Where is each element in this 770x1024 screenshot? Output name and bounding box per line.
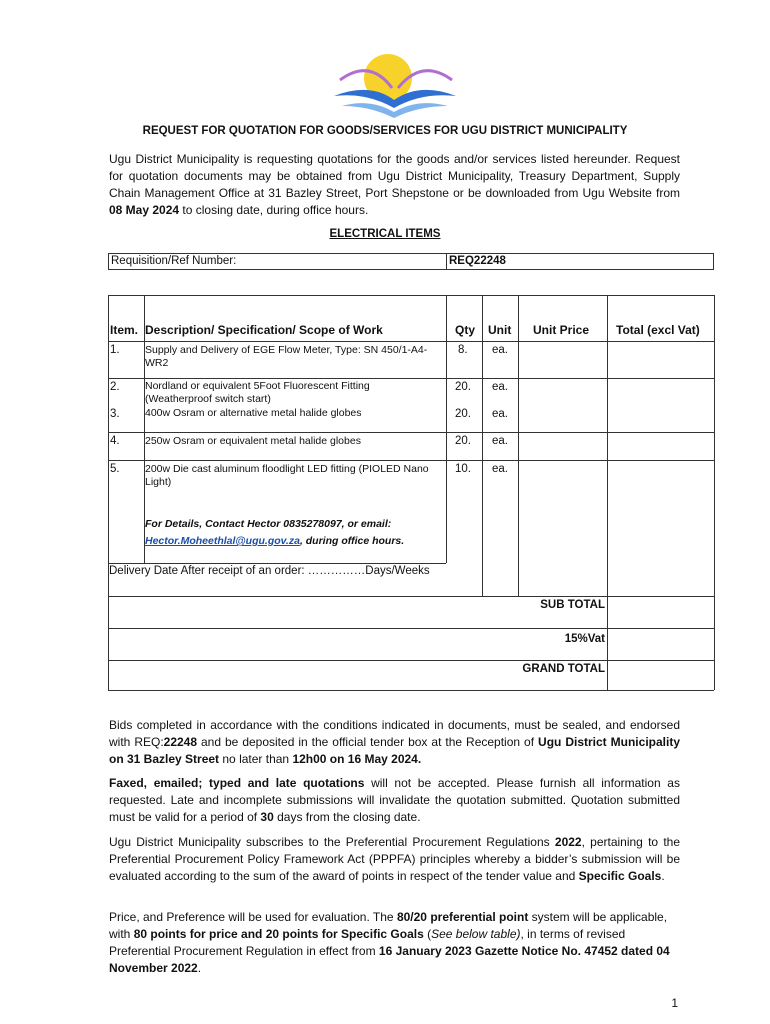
- row-item-number: 5.: [110, 463, 120, 475]
- evaluation-paragraph: Price, and Preference will be used for evaluation. The 80/20 preferential point system will be applicable, with 80 points for price and 20 points for Specific Goals (See below table), in terms of revised Preferential Procurement Regulation in effect from 16 January 2023 Gazette Notice No. 47452 dated 04 November 2022.: [109, 910, 670, 975]
- delivery-date: Delivery Date After receipt of an order: ……………Days/Weeks: [109, 565, 430, 577]
- intro-date: 08 May 2024: [109, 203, 180, 217]
- row-item-number: 2.: [110, 381, 120, 393]
- procurement-regulations-paragraph: Ugu District Municipality subscribes to the Preferential Procurement Regulations 2022, pertaining to the Preferential Procurement Policy Framework Act (PPPFA) principles whereby a bidder’s submission will be evaluated according to the sum of the award of points in respect of the tender value and Specific Goals.: [109, 835, 681, 883]
- contact-email-line: Hector.Moheethlal@ugu.gov.za, during office hours.: [145, 535, 405, 547]
- contact-line: For Details, Contact Hector 0835278097, or email:: [145, 518, 392, 530]
- requisition-number: REQ22248: [449, 255, 506, 267]
- submission-paragraph: Bids completed in accordance with the conditions indicated in documents, must be sealed, and endorsed with REQ:22248 and be deposited in the official tender box at the Reception of Ugu District Municipality on 31 Bazley Street no later than 12h00 on 16 May 2024.: [109, 718, 680, 766]
- row-qty: 20.: [455, 435, 471, 447]
- header-total: Total (excl Vat): [616, 323, 700, 337]
- header-unit: Unit: [488, 323, 512, 337]
- row-unit: ea.: [492, 381, 508, 393]
- row-item-number: 3.: [110, 408, 120, 420]
- row-qty: 20.: [455, 381, 471, 393]
- row-description: 400w Osram or alternative metal halide globes: [145, 407, 362, 419]
- grand-total-label: GRAND TOTAL: [522, 663, 605, 675]
- header-item: Item.: [110, 323, 139, 337]
- row-description: Nordland or equivalent 5Foot Fluorescent Fitting (Weatherproof switch start): [145, 380, 370, 405]
- header-qty: Qty: [455, 323, 476, 337]
- row-unit: ea.: [492, 344, 508, 356]
- vat-label: 15%Vat: [564, 633, 605, 645]
- row-unit: ea.: [492, 463, 508, 475]
- subtotal-label: SUB TOTAL: [540, 599, 605, 611]
- row-item-number: 4.: [110, 435, 120, 447]
- row-unit: ea.: [492, 435, 508, 447]
- row-qty: 8.: [458, 344, 468, 356]
- header-description: Description/ Specification/ Scope of Work: [145, 323, 383, 337]
- section-heading: ELECTRICAL ITEMS: [329, 228, 441, 240]
- row-description: 200w Die cast aluminum floodlight LED fitting (PIOLED Nano Light): [145, 463, 429, 488]
- page-title: REQUEST FOR QUOTATION FOR GOODS/SERVICES FOR UGU DISTRICT MUNICIPALITY: [142, 125, 628, 137]
- row-item-number: 1.: [110, 344, 120, 356]
- row-qty: 20.: [455, 408, 471, 420]
- row-qty: 10.: [455, 463, 471, 475]
- late-quotations-paragraph: Faxed, emailed; typed and late quotations will not be accepted. Please furnish all information as requested. Late and incomplete submissions will invalidate the quotation submitted. Quotation submitted must be valid for a period of 30 days from the closing date.: [109, 776, 680, 824]
- page-number: 1: [671, 996, 678, 1010]
- row-description: 250w Osram or equivalent metal halide globes: [145, 435, 361, 447]
- requisition-label: Requisition/Ref Number:: [111, 255, 237, 267]
- row-unit: ea.: [492, 408, 508, 420]
- contact-email-link[interactable]: Hector.Moheethlal@ugu.gov.za: [145, 535, 300, 547]
- header-unit-price: Unit Price: [533, 323, 590, 337]
- intro-paragraph: Ugu District Municipality is requesting quotations for the goods and/or services listed hereunder. Request for quotation documents may be obtained from Ugu District Municipality, Treasury Department, Supply Chain Management Office at 31 Bazley Street, Port Shepstone or be downloaded from Ugu Website from 08 May 2024 to closing date, during office hours.: [109, 152, 680, 217]
- row-description: Supply and Delivery of EGE Flow Meter, Type: SN 450/1-A4-WR2: [145, 344, 428, 369]
